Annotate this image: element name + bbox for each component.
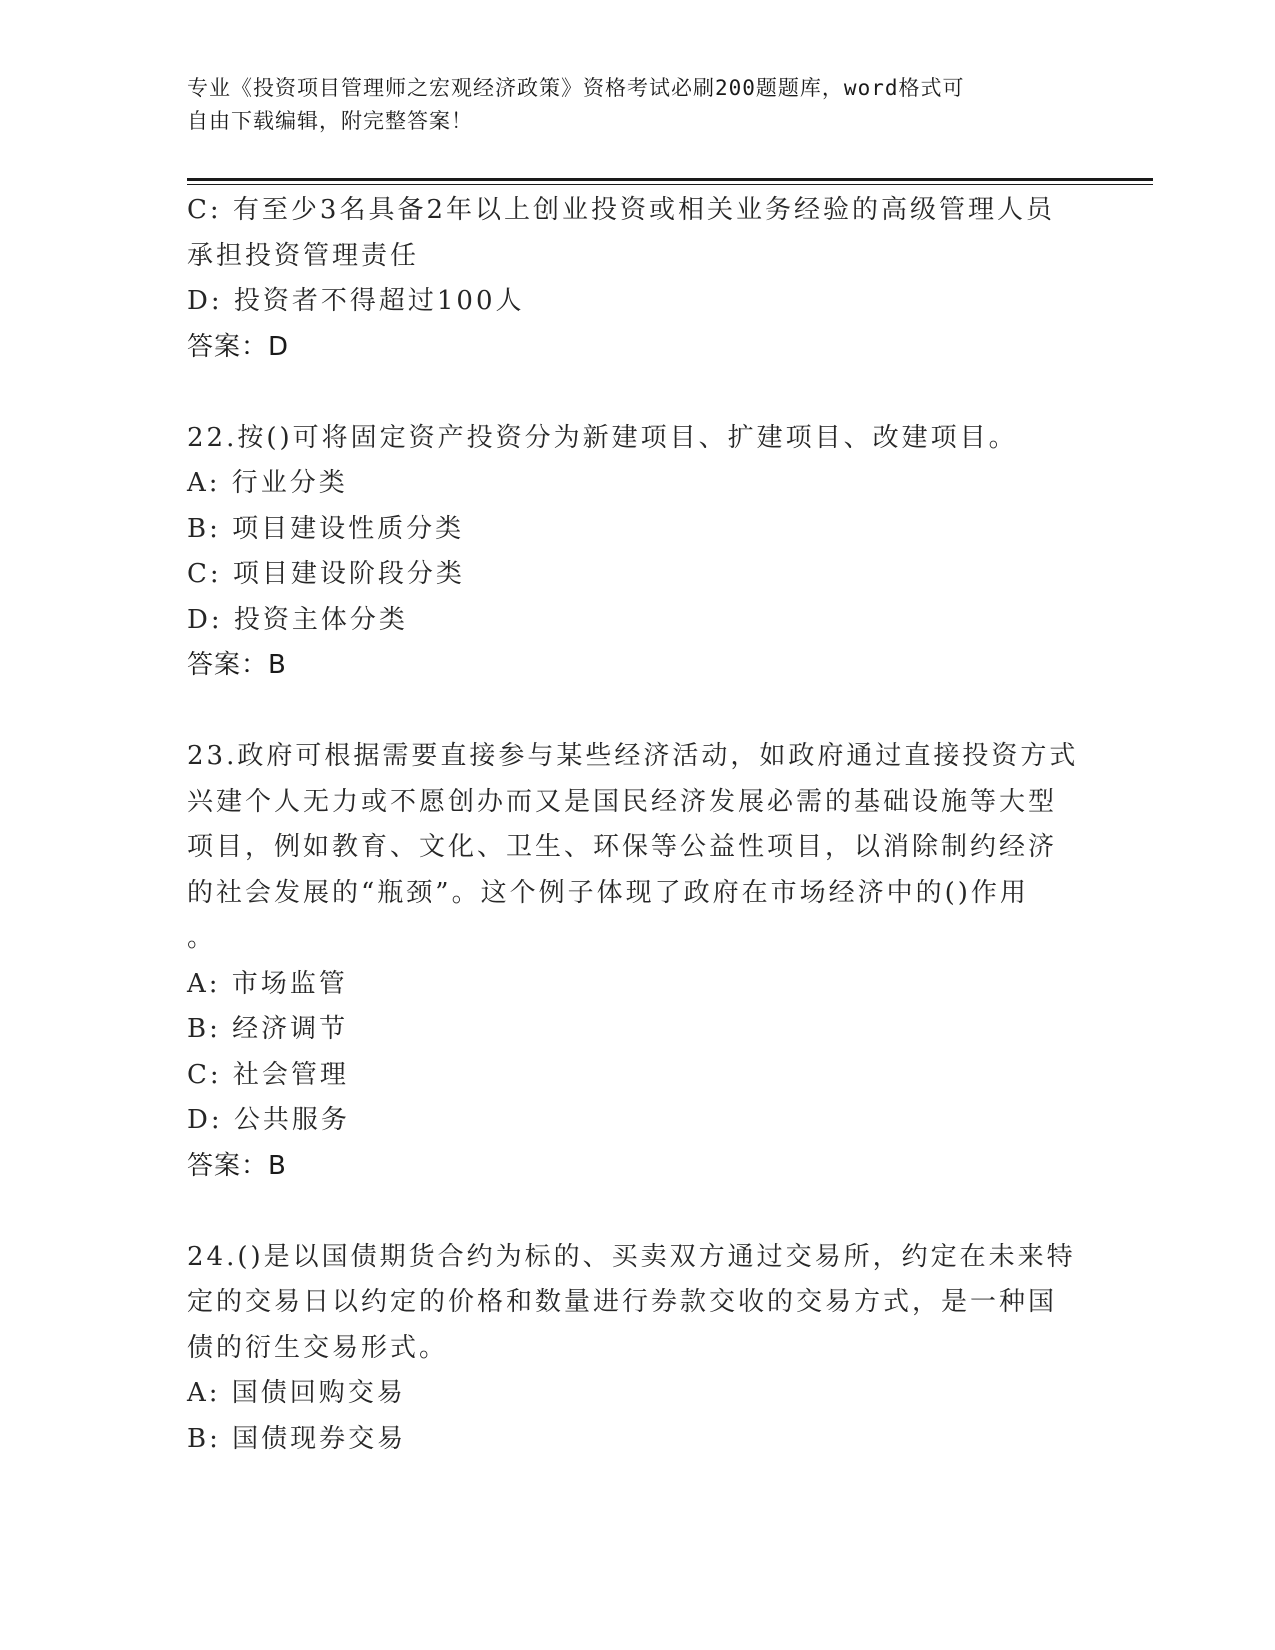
option-a: A: 国债回购交易	[187, 1378, 406, 1408]
header-divider-thin	[187, 184, 1153, 185]
question-23	[187, 734, 1087, 1189]
question-21	[187, 188, 1087, 370]
question-22	[187, 416, 1087, 689]
question-stem-line-4: 的社会发展的“瓶颈”。这个例子体现了政府在市场经济中的()作用	[187, 877, 1029, 908]
answer: 答案：D	[187, 331, 290, 362]
question-24	[187, 1235, 1087, 1463]
question-list	[187, 188, 1087, 1462]
spacer	[187, 370, 1087, 416]
answer: 答案：B	[187, 650, 287, 680]
option-a: A: 市场监管	[187, 968, 348, 999]
question-stem-line-3: 债的衍生交易形式。	[187, 1332, 449, 1363]
option-c-line-1: C: 有至少3名具备2年以上创业投资或相关业务经验的高级管理人员	[187, 195, 1056, 225]
answer: 答案：B	[187, 1150, 287, 1181]
option-b: B: 国债现券交易	[187, 1423, 407, 1454]
option-c: C: 项目建设阶段分类	[187, 559, 465, 589]
option-b: B: 项目建设性质分类	[187, 513, 465, 544]
header-divider-thick	[187, 178, 1153, 181]
document-header	[187, 72, 1067, 138]
question-stem-line-5: 。	[187, 923, 217, 953]
option-d: D: 投资者不得超过100人	[187, 286, 525, 316]
question-stem-line-3: 项目，例如教育、文化、卫生、环保等公益性项目，以消除制约经济	[187, 832, 1058, 862]
option-a: A: 行业分类	[187, 468, 348, 498]
question-stem-line-2: 兴建个人无力或不愿创办而又是国民经济发展必需的基础设施等大型	[187, 786, 1058, 817]
question-stem-line-1: 23.政府可根据需要直接参与某些经济活动，如政府通过直接投资方式	[187, 741, 1079, 771]
question-stem-line-1: 24.()是以国债期货合约为标的、买卖双方通过交易所，约定在未来特	[187, 1241, 1076, 1272]
header-line-2: 自由下载编辑，附完整答案！	[187, 109, 473, 133]
option-d: D: 投资主体分类	[187, 604, 408, 635]
option-c: C: 社会管理	[187, 1059, 349, 1090]
spacer	[187, 1189, 1087, 1235]
header-line-1: 专业《投资项目管理师之宏观经济政策》资格考试必刷200题题库，word格式可	[187, 76, 965, 100]
option-c-line-2: 承担投资管理责任	[187, 240, 420, 271]
question-stem: 22.按()可将固定资产投资分为新建项目、扩建项目、改建项目。	[187, 422, 1018, 453]
option-b: B: 经济调节	[187, 1014, 349, 1044]
option-d: D: 公共服务	[187, 1105, 350, 1135]
spacer	[187, 689, 1087, 735]
question-stem-line-2: 定的交易日以约定的价格和数量进行券款交收的交易方式，是一种国	[187, 1287, 1058, 1317]
